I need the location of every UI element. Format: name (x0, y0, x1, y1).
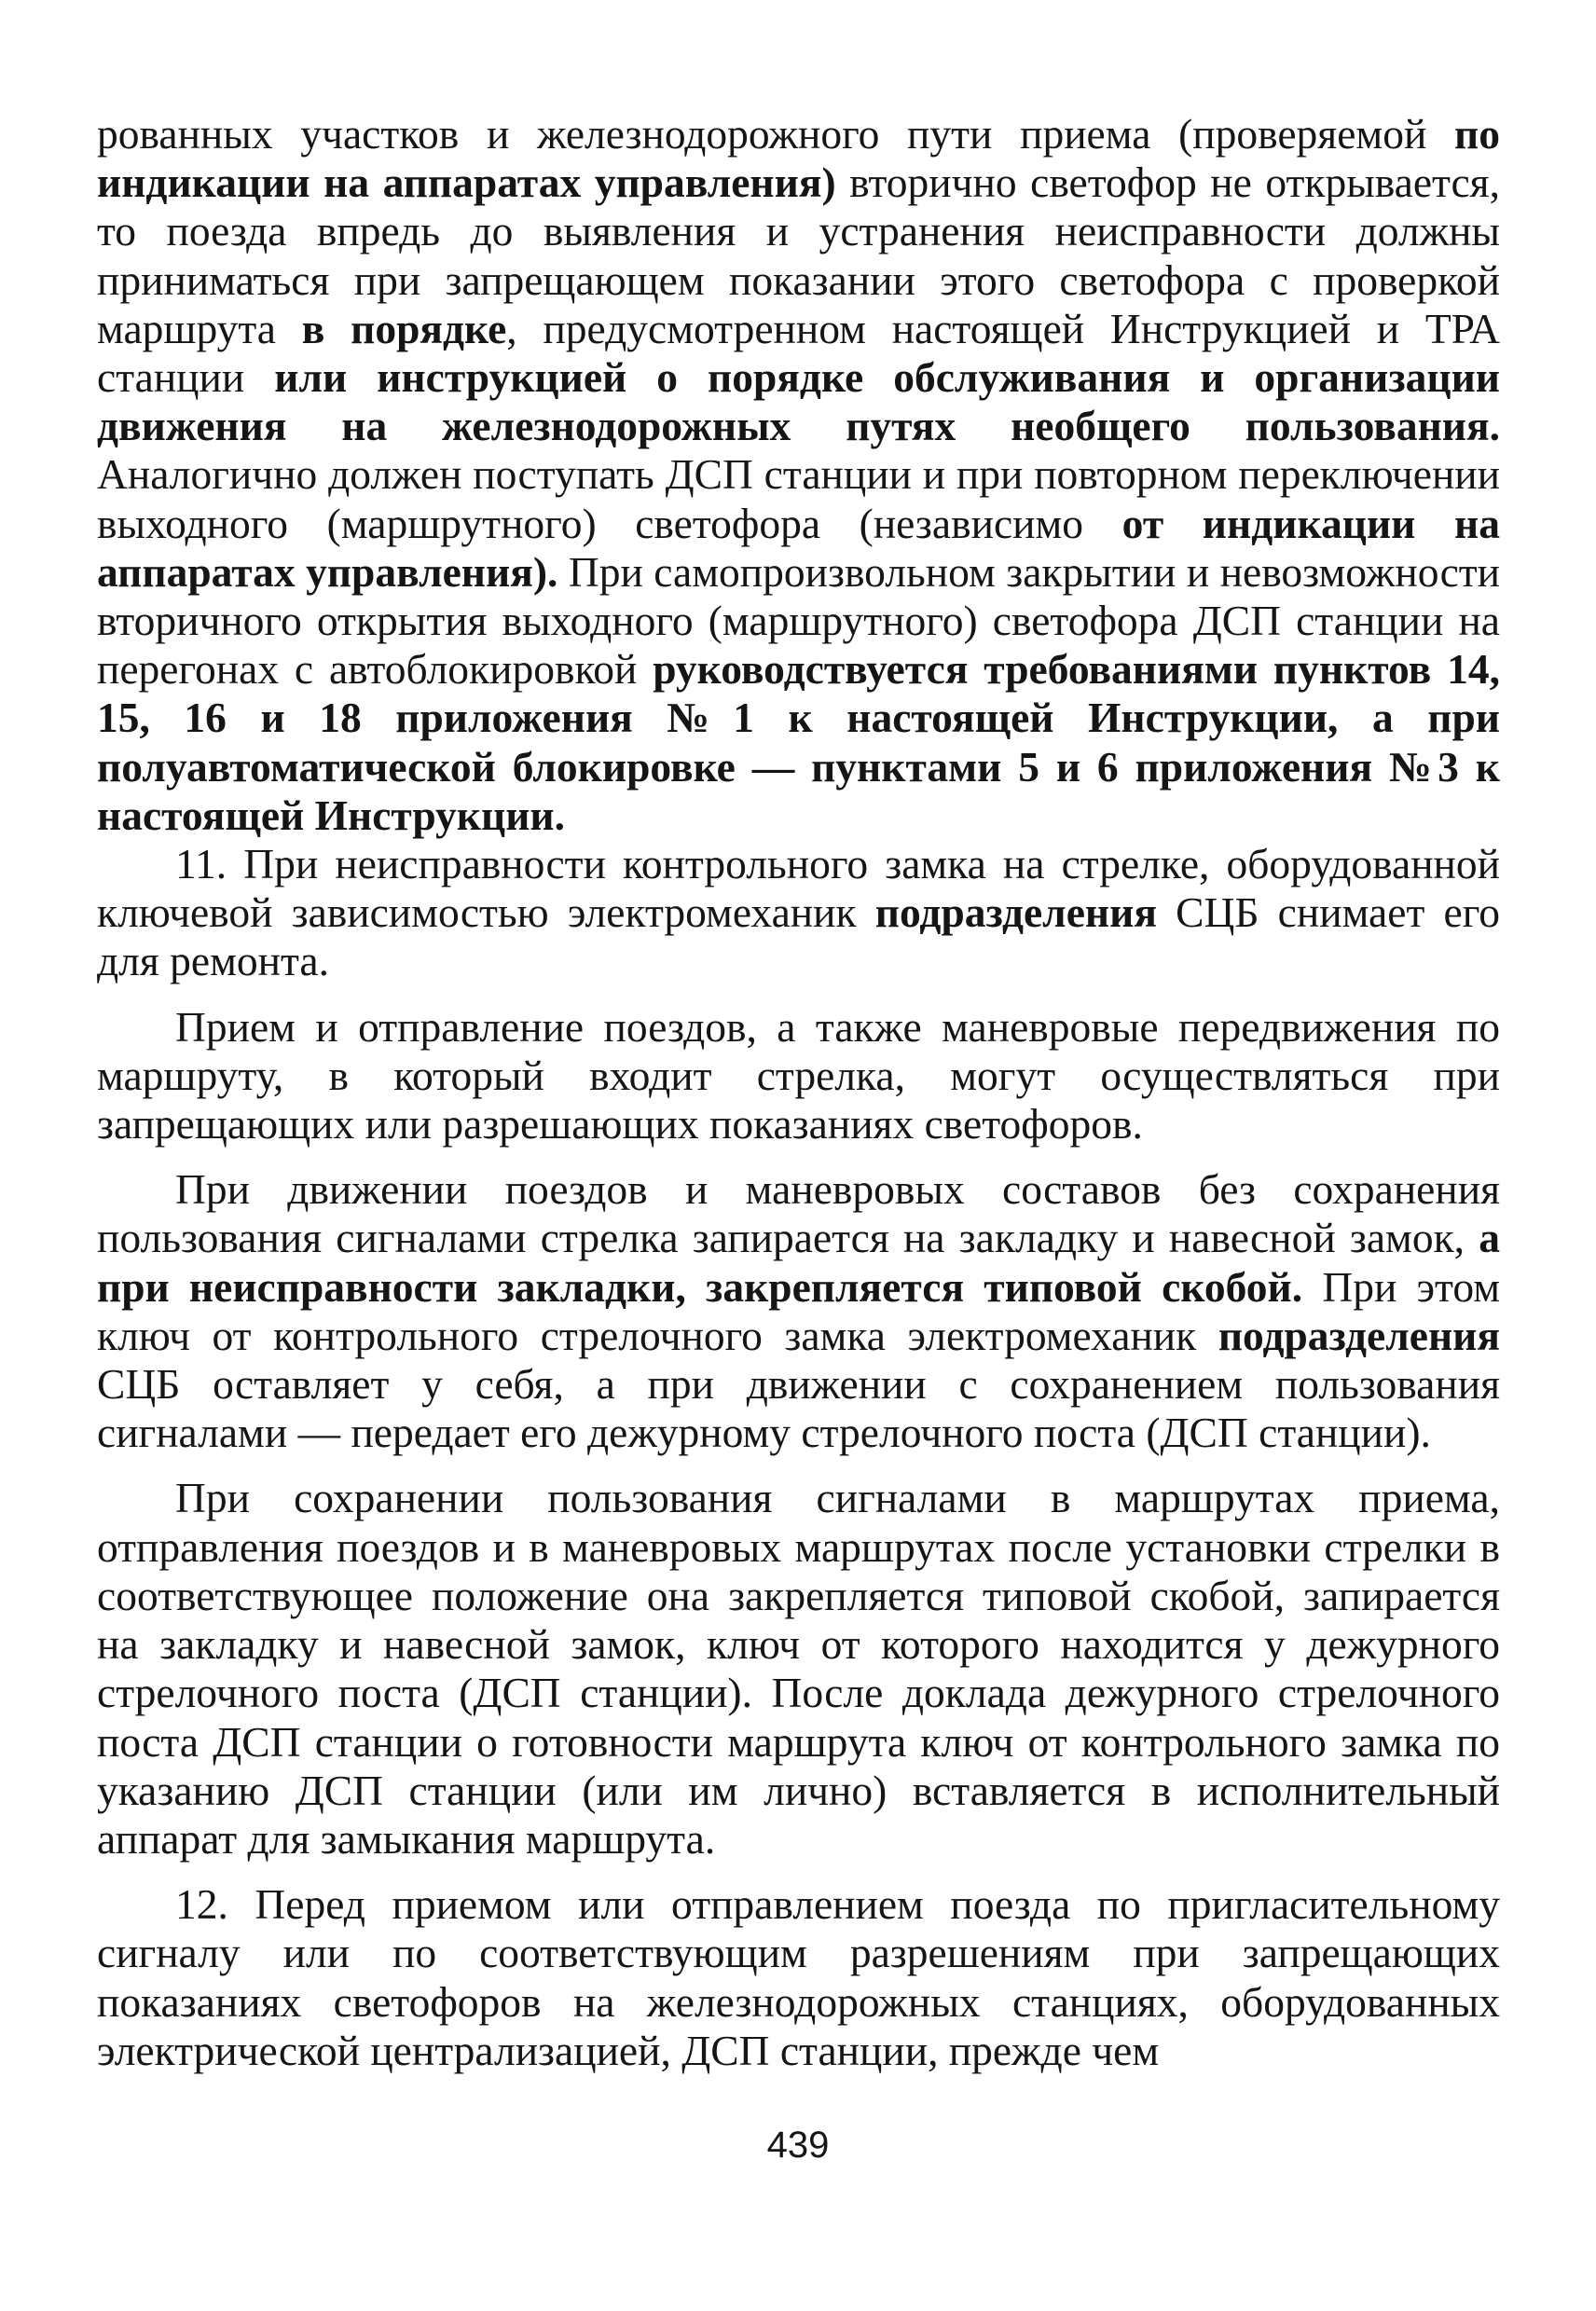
text-run: СЦБ оставляет у себя, а при движении с сохранением пользования сигналами — передает его дежурному стрелочного поста (ДСП станции). (97, 1360, 1500, 1457)
bold-text-run: от индикации на аппаратах управления). (97, 499, 1500, 596)
text-run: При этом ключ от контрольного стрелочного замка электромеханик (97, 1262, 1500, 1359)
bold-text-run: или инструкцией о порядке обслуживания и организации движения на железнодорожных путях необщего пользования. (97, 353, 1500, 450)
bold-text-run: подразделения (874, 888, 1157, 937)
paragraph (97, 110, 1500, 840)
text-run: СЦБ снимает его для ремонта. (97, 888, 1500, 985)
bold-text-run: по индикации на аппаратах управления) (97, 110, 1500, 207)
paragraph (97, 1003, 1500, 1149)
text-run: вторично светофор не открывается, то поезда впредь до выявления и устранения неисправности должны приниматься при запрещающем показании этого светофора с проверкой маршрута (97, 158, 1500, 352)
bold-text-run: руководствуется требованиями пунктов 14, 15, 16 и 18 приложения №1 к настоящей Инструкции, а при полуавтоматической блокировке — пунктами 5 и 6 приложения №3 к настоящей Инструкции. (97, 645, 1500, 839)
bold-text-run: подразделения (1218, 1311, 1500, 1359)
paragraph (97, 1474, 1500, 1864)
text-run: 12. Перед приемом или отправлением поезда по пригласительному сигналу или по соответствующим разрешениям при запрещающих показаниях светофоров на железнодорожных станциях, оборудованных электрической централизацией, ДСП станции, прежде чем (97, 1880, 1500, 2074)
bold-text-run: а при неисправности закладки, закрепляется типовой скобой. (97, 1214, 1500, 1311)
page-number: 439 (766, 2125, 830, 2166)
paragraph (97, 1165, 1500, 1457)
bold-text-run: в порядке (301, 304, 507, 352)
text-run: Аналогично должен поступать ДСП станции и при повторном переключении выходного (маршрутного) светофора (независимо (97, 450, 1500, 547)
text-run: 11. При неисправности контрольного замка на стрелке, оборудованной ключевой зависимостью электромеханик (97, 840, 1500, 937)
text-run: При движении поездов и маневровых составов без сохранения пользования сигналами стрелка запирается на закладку и навесной замок, (97, 1165, 1500, 1262)
text-run: , предусмотренном настоящей Инструкцией и ТРА станции (97, 304, 1500, 402)
paragraph (97, 840, 1500, 986)
page-body (97, 110, 1500, 2075)
text-run: При самопроизвольном закрытии и невозможности вторичного открытия выходного (маршрутного) светофора ДСП станции на перегонах с автоблокировкой (97, 547, 1501, 694)
text-run: рованных участков и железнодорожного пути приема (проверяемой (97, 110, 1455, 158)
text-run: При сохранении пользования сигналами в маршрутах приема, отправления поездов и в маневровых маршрутах после установки стрелки в соответствующее положение она закрепляется типовой скобой, запирается на закладку и навесной замок, ключ от которого находится у дежурного стрелочного поста (ДСП станции). После доклада дежурного стрелочного поста ДСП станции о готовности маршрута ключ от контрольного замка по указанию ДСП станции (или им лично) вставляется в исполнительный аппарат для замыкания маршрута. (97, 1474, 1500, 1863)
text-run: Прием и отправление поездов, а также маневровые передвижения по маршруту, в который входит стрелка, могут осуществляться при запрещающих или разрешающих показаниях светофоров. (97, 1002, 1500, 1149)
paragraph (97, 1880, 1500, 2075)
